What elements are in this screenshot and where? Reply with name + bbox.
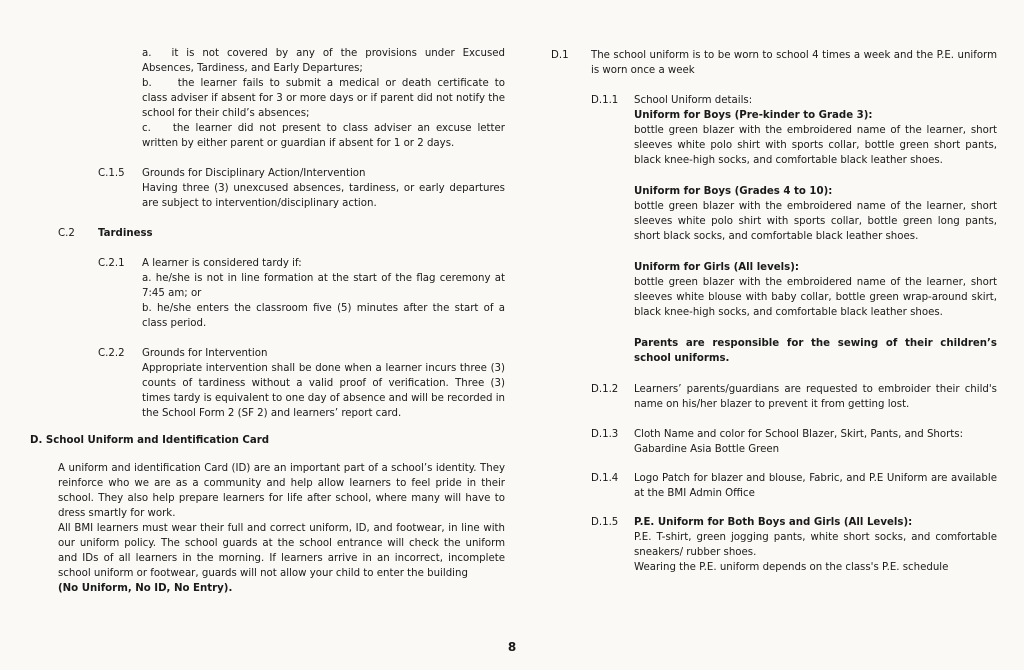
boys-k3-body: bottle green blazer with the embroidered name of the learner, short sleeves white polo shirt with sports collar, bottle green short pants, black knee-high socks, and comfortable black leather shoes. <box>634 125 997 166</box>
page-number: 8 <box>507 640 517 654</box>
c21-block <box>142 256 505 331</box>
d11-block <box>634 93 997 366</box>
boys-410-body: bottle green blazer with the embroidered name of the learner, short sleeves white polo shirt with sports collar, bottle green long pants, short black socks, and comfortable black leather shoes. <box>634 201 997 242</box>
d14-num: D.1.4 <box>591 473 619 484</box>
d13-block <box>634 427 997 457</box>
c22-block <box>142 346 505 421</box>
c22-title: Grounds for Intervention <box>142 348 268 359</box>
d-para1: A uniform and identification Card (ID) are an important part of a school’s identity. They reinforce who we are as a community and help allow learners to feel pride in their school. They also help prepare learners for life after school, where many will have to dress smartly for work. <box>58 463 505 519</box>
boys-k3-heading: Uniform for Boys (Pre-kinder to Grade 3): <box>634 110 873 121</box>
c21-intro: A learner is considered tardy if: <box>142 258 302 269</box>
c15-body: Having three (3) unexcused absences, tardiness, or early departures are subject to intervention/disciplinary action. <box>142 183 505 209</box>
c14-item-b <box>142 76 505 121</box>
d13-body: Gabardine Asia Bottle Green <box>634 444 780 455</box>
c22-body: Appropriate intervention shall be done when a learner incurs three (3) counts of tardiness without a valid proof of verification. Three (3) times tardy is equivalent to one day of absence and will be recorded in the School Form 2 (SF 2) and learners’ report card. <box>142 363 505 419</box>
c14-item-c <box>142 121 505 151</box>
c21-num: C.2.1 <box>98 258 125 269</box>
d1-num: D.1 <box>551 50 569 61</box>
c15-title: Grounds for Disciplinary Action/Intervention <box>142 168 366 179</box>
d13-num: D.1.3 <box>591 429 619 440</box>
d1-text: The school uniform is to be worn to school 4 times a week and the P.E. uniform is worn once a week <box>591 50 997 76</box>
c14-item-b-text: the learner fails to submit a medical or death certificate to class adviser if absent for 3 or more days or if parent did not notify the school for their child’s absences; <box>142 78 505 119</box>
d15-heading: P.E. Uniform for Both Boys and Girls (All Levels): <box>634 517 913 528</box>
d15-note: Wearing the P.E. uniform depends on the class's P.E. schedule <box>634 562 949 573</box>
c22-num: C.2.2 <box>98 348 125 359</box>
girls-body: bottle green blazer with the embroidered name of the learner, short sleeves white blouse with baby collar, bottle green wrap-around skirt, black knee-high socks, and comfortable black leather shoes. <box>634 277 997 318</box>
d11-num: D.1.1 <box>591 95 619 106</box>
c14-item-a-text: it is not covered by any of the provisions under Excused Absences, Tardiness, and Early Departures; <box>142 48 505 74</box>
d13-title: Cloth Name and color for School Blazer, Skirt, Pants, and Shorts: <box>634 429 964 440</box>
c14-item-c-label: c. <box>142 123 151 134</box>
c2-title: Tardiness <box>98 228 153 239</box>
parents-note: Parents are responsible for the sewing of their children’s school uniforms. <box>634 338 997 364</box>
d12-num: D.1.2 <box>591 384 619 395</box>
c2-num: C.2 <box>58 228 75 239</box>
c14-item-a <box>142 46 505 76</box>
c21-item-b: b. he/she enters the classroom five (5) minutes after the start of a class period. <box>142 303 505 329</box>
c15-num: C.1.5 <box>98 168 125 179</box>
girls-heading: Uniform for Girls (All levels): <box>634 262 799 273</box>
d15-body: P.E. T-shirt, green jogging pants, white short socks, and comfortable sneakers/ rubber shoes. <box>634 532 997 558</box>
c14-list <box>142 46 505 151</box>
d11-title: School Uniform details: <box>634 95 753 106</box>
d-para2: All BMI learners must wear their full and correct uniform, ID, and footwear, in line with our uniform policy. The school guards at the school entrance will check the uniform and IDs of all learners in the morning. If learners arrive in an incorrect, incomplete school uniform or footwear, guards will not allow your child to enter the building <box>58 523 505 579</box>
c14-item-a-label: a. <box>142 48 152 59</box>
c21-item-a: a. he/she is not in line formation at the start of the flag ceremony at 7:45 am; or <box>142 273 505 299</box>
d-para3: (No Uniform, No ID, No Entry). <box>58 583 233 594</box>
d-heading: D. School Uniform and Identification Card <box>30 435 270 446</box>
c14-item-c-text: the learner did not present to class adviser an excuse letter written by either parent or guardian if absent for 1 or 2 days. <box>142 123 505 149</box>
d14-text: Logo Patch for blazer and blouse, Fabric, and P.E Uniform are available at the BMI Admin Office <box>634 473 997 499</box>
boys-410-heading: Uniform for Boys (Grades 4 to 10): <box>634 186 833 197</box>
d-intro <box>58 461 505 596</box>
d15-block <box>634 515 997 575</box>
d15-num: D.1.5 <box>591 517 619 528</box>
c14-item-b-label: b. <box>142 78 152 89</box>
c15-block <box>142 166 505 211</box>
d12-text: Learners’ parents/guardians are requested to embroider their child's name on his/her blazer to prevent it from getting lost. <box>634 384 997 410</box>
